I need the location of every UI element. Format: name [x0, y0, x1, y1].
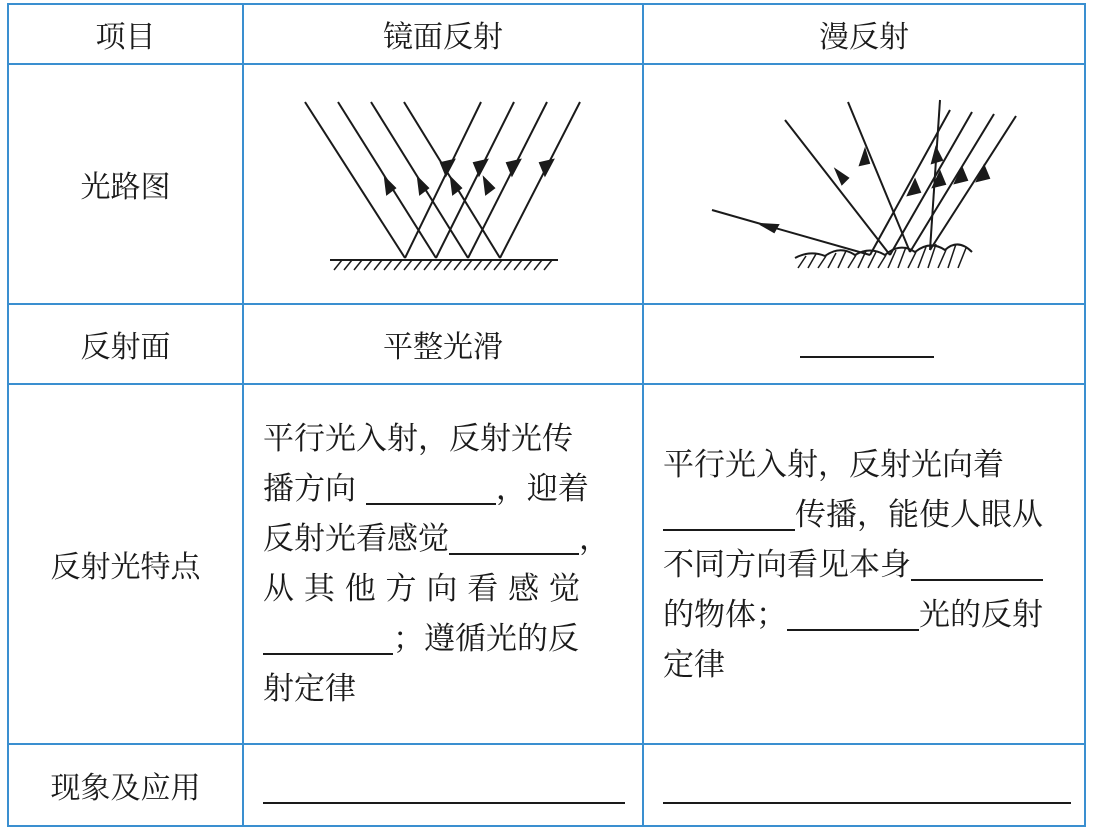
- spec-blank-other[interactable]: [263, 625, 393, 655]
- header-item: 项目: [95, 20, 156, 55]
- specular-features-text: [263, 414, 625, 714]
- diff-line-2: 传播，能使人眼从: [663, 490, 1073, 540]
- spec-line-2: 播方向 ，迎着: [263, 471, 589, 507]
- diffuse-reflection-diagram: [712, 100, 1016, 268]
- spec-blank-direction[interactable]: [366, 475, 496, 505]
- diff-line-1: 平行光入射，反射光向着: [663, 447, 1004, 483]
- diffuse-features-text: [663, 440, 1073, 690]
- diff-blank-law[interactable]: [787, 601, 919, 631]
- diff-blank-object[interactable]: [911, 551, 1043, 581]
- surface-diffuse-blank[interactable]: [800, 356, 934, 358]
- label-diagram: 光路图: [80, 170, 171, 205]
- label-application: 现象及应用: [50, 771, 201, 806]
- surface-specular: 平整光滑: [383, 330, 503, 365]
- diff-line-3: 不同方向看见本身: [663, 540, 1073, 590]
- application-diffuse-blank[interactable]: [663, 802, 1071, 804]
- spec-line-1: 平行光入射，反射光传: [263, 421, 573, 457]
- spec-blank-facing[interactable]: [449, 525, 579, 555]
- label-features: 反射光特点: [50, 550, 201, 585]
- diff-line-4: 的物体； 光的反射: [663, 597, 1043, 633]
- application-specular-blank[interactable]: [263, 802, 625, 804]
- spec-line-6: 射定律: [263, 671, 356, 707]
- spec-line-5: ；遵循光的反: [263, 614, 625, 664]
- spec-line-3: 反射光看感觉 ，: [263, 521, 610, 557]
- diff-line-5: 定律: [663, 647, 725, 683]
- label-surface: 反射面: [80, 330, 171, 365]
- header-specular: 镜面反射: [383, 20, 503, 55]
- spec-line-4: 从 其 他 方 向 看 感 觉: [263, 571, 580, 607]
- specular-reflection-diagram: [305, 102, 580, 270]
- diff-blank-direction[interactable]: [663, 501, 795, 531]
- header-diffuse: 漫反射: [819, 20, 909, 55]
